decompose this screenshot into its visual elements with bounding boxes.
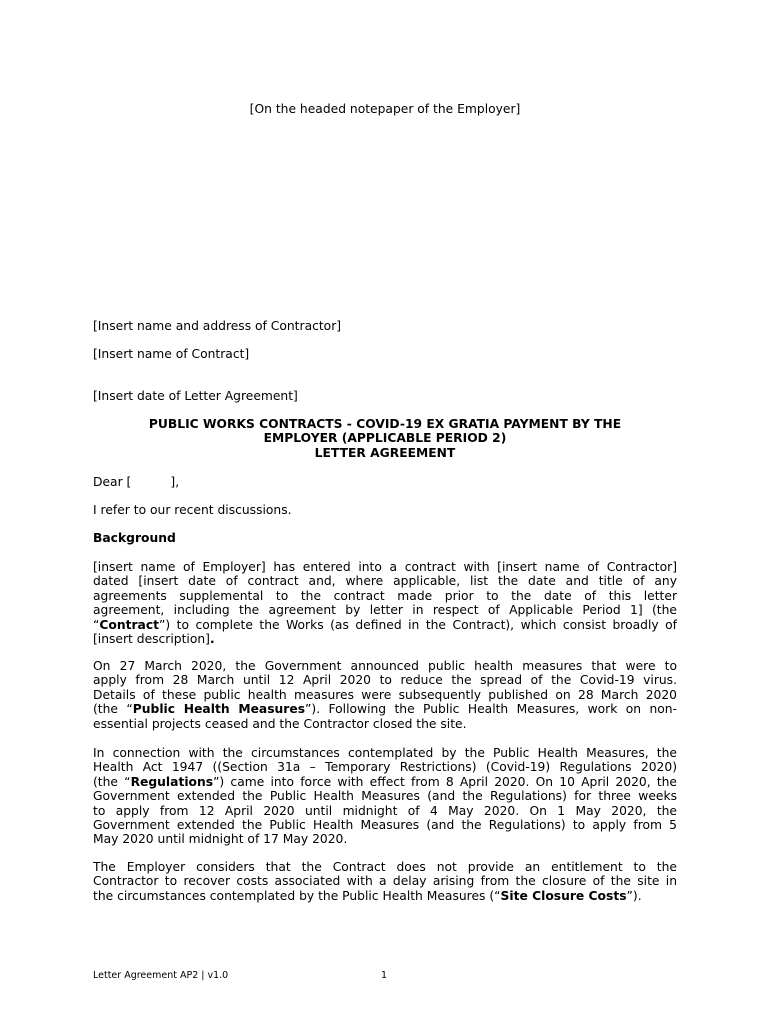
para2-line: Details of these public health measures were subsequently published on 28 March 2020: [93, 687, 677, 702]
para4-line: [93, 889, 677, 903]
paragraph-public-health-measures: [93, 659, 677, 731]
paragraph-site-closure-costs: [93, 860, 677, 903]
para2-line: [93, 702, 677, 716]
paragraph-contract: [93, 560, 677, 646]
defined-term-regulations: Regulations: [130, 774, 214, 789]
period: .: [209, 632, 215, 647]
para1-line: dated [insert date of contract and, where applicable, list the date and title of any: [93, 574, 677, 589]
para2-line: apply from 28 March until 12 April 2020 to reduce the spread of the Covid-19 virus.: [93, 673, 677, 688]
para1-line: agreement, including the agreement by letter in respect of Applicable Period 1] (the: [93, 603, 677, 618]
para4-line: Contractor to recover costs associated with a delay arising from the closure of the site in: [93, 874, 677, 889]
para2-line-text: ”). Following the Public Health Measures, work on non-: [305, 702, 677, 717]
para3-line: Government extended the Public Health Measures (and the Regulations) to apply from 5: [93, 818, 677, 833]
paragraph-regulations: [93, 746, 677, 847]
title-line-3: LETTER AGREEMENT: [314, 445, 456, 460]
para1-line-text: ”) to complete the Works (as defined in the Contract), which consist broadly of: [159, 617, 677, 632]
defined-term-site-closure-costs: Site Closure Costs: [500, 888, 627, 903]
para3-line: Health Act 1947 ((Section 31a – Temporary Restrictions) (Covid-19) Regulations 2020): [93, 760, 677, 775]
para4-line-text: the circumstances contemplated by the Public Health Measures (“: [93, 888, 501, 903]
para3-line: [93, 775, 677, 789]
para2-line: On 27 March 2020, the Government announced public health measures that were to: [93, 659, 677, 673]
para4-line: The Employer considers that the Contract does not provide an entitlement to the: [93, 860, 677, 874]
quote-open: “: [93, 617, 100, 632]
para1-line: [93, 618, 677, 632]
header-note: [On the headed notepaper of the Employer]: [249, 102, 521, 116]
para4-line-text: ”).: [626, 888, 642, 903]
para1-line: agreements supplemental to the contract made prior to the date of this letter: [93, 588, 677, 603]
para2-line-text: (the “: [93, 702, 133, 717]
para3-line-text: ”) came into force with effect from 8 April 2020. On 10 April 2020, the: [213, 774, 678, 789]
footer-page-number: 1: [381, 970, 388, 981]
defined-term-contract: Contract: [99, 617, 160, 632]
contractor-address: [Insert name and address of Contractor]: [93, 319, 342, 333]
para1-line: [93, 632, 677, 646]
para3-line: Government extended the Public Health Measures (and the Regulations) for three weeks: [93, 789, 677, 804]
para2-line: essential projects ceased and the Contractor closed the site.: [93, 716, 467, 731]
para3-line: to apply from 12 April 2020 until midnight of 4 May 2020. On 1 May 2020, the: [93, 803, 677, 818]
intro-sentence: I refer to our recent discussions.: [93, 503, 292, 517]
para3-line: May 2020 until midnight of 17 May 2020.: [93, 832, 348, 847]
title-line-2: EMPLOYER (APPLICABLE PERIOD 2): [263, 431, 507, 446]
background-heading: Background: [93, 531, 176, 545]
defined-term-public-health-measures: Public Health Measures: [132, 702, 306, 717]
contract-name: [Insert name of Contract]: [93, 347, 250, 361]
title-line-1: PUBLIC WORKS CONTRACTS - COVID-19 EX GRATIA PAYMENT BY THE: [148, 417, 622, 431]
footer-doc-ref: Letter Agreement AP2 | v1.0: [93, 970, 229, 981]
para3-line: In connection with the circumstances contemplated by the Public Health Measures, the: [93, 746, 677, 760]
insert-description: [insert description]: [93, 632, 210, 647]
para3-line-text: (the “: [93, 774, 131, 789]
letter-date: [Insert date of Letter Agreement]: [93, 389, 298, 403]
document-title: [93, 417, 677, 460]
salutation: Dear [ ],: [93, 475, 180, 489]
para1-line: [insert name of Employer] has entered into a contract with [insert name of Contractor]: [93, 560, 677, 574]
